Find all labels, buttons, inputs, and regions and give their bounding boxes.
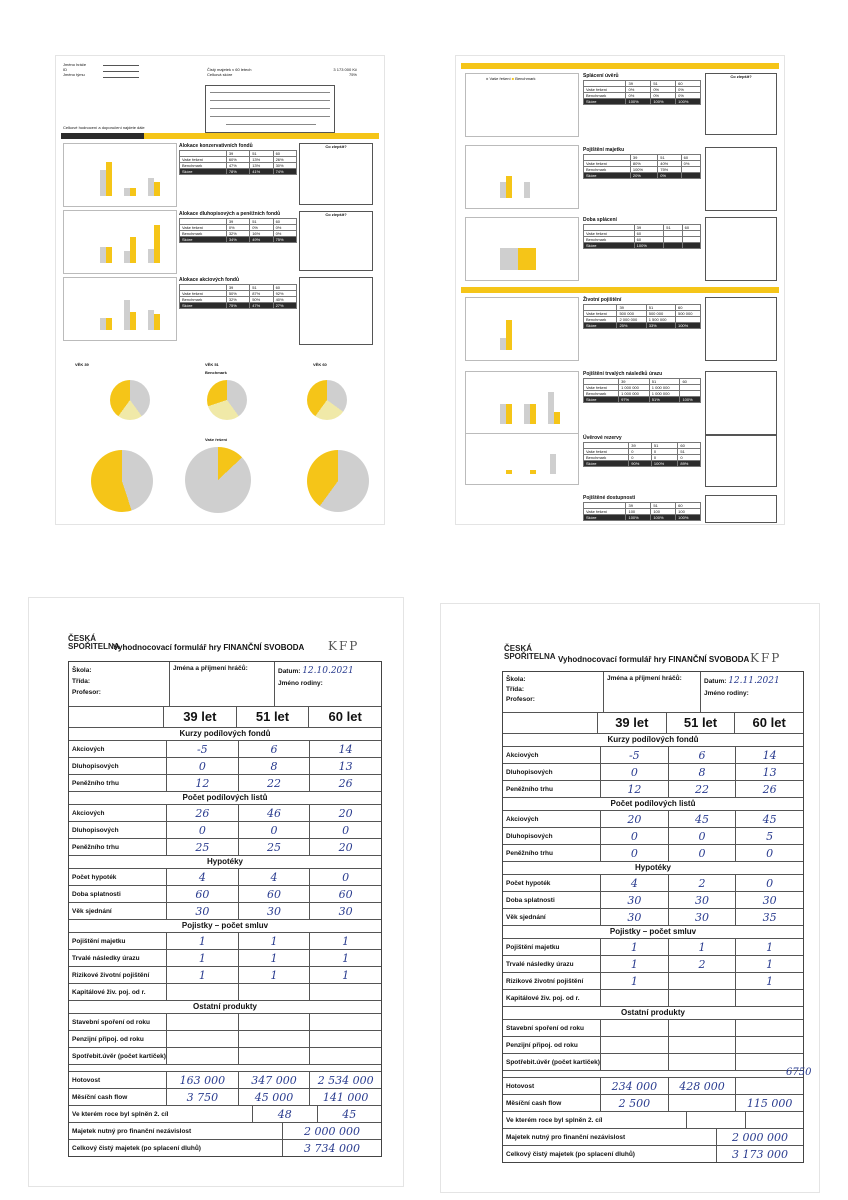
section-title-3: Alokace akciových fondů [179,277,240,283]
improve-box-2: Co zlepšit? [299,211,373,271]
r-improve-5 [705,371,777,435]
section-title-2: Alokace dluhopisových a peněžních fondů [179,211,281,217]
chart-panel-1 [63,143,177,207]
team-label: Jméno týmu [63,72,85,77]
pie-age-1: VĚK 39 [75,362,89,367]
r-table-6: 39 51 60 Vaše řešení 0 0 51 Benchmark 0 0 0 Skóre 90% 100% 89% [583,442,701,467]
margin-note: 6750 [786,1067,812,1078]
r-chart-6 [465,433,579,485]
chart-panel-2 [63,210,177,274]
r-table-1: 39 51 60 Vaše řešení 0% 0% 0% Benchmark 0% 0% 0% Skóre 100% 100% 100% [583,80,701,105]
pie-your-1 [91,450,153,512]
pies-title-your: Vaše řešení [205,437,228,442]
form-page-right [440,603,820,1193]
summary-box [205,85,335,133]
r-chart-4 [465,297,579,361]
r-table-2: 39 51 60 Vaše řešení 80% 40% 0% Benchmark 100% 75% Skóre 20% 0% [583,154,701,179]
kfp-mark-2: KFP [750,651,782,665]
r-section-5: Pojištění trvalých následků úrazu [583,371,663,377]
pie-age-2: VĚK 51 [205,362,219,367]
r-improve-3 [705,217,777,281]
form-title-2: Vyhodnocovací formulář hry FINANČNÍ SVOBODA [558,655,750,664]
r-section-6: Úvěrové rezervy [583,435,622,441]
section-title-1: Alokace konzervativních fondů [179,143,253,149]
report-summary: Čistý majetek v 60 letech 3 173 000 Kč Celková skóre 75% [207,67,357,77]
r-table-7: 39 51 60 Vaše řešení 100 100 100 Skóre 100% 100% 100% [583,502,701,521]
form-page-left [28,597,404,1187]
brand-logo: ČESKÁ SPOŘITELNA [68,634,120,651]
r-section-4: Životní pojištění [583,297,622,303]
r-table-5: 39 51 60 Vaše řešení 1 000 000 1 000 000 Benchmark 1 000 000 1 000 000 Skóre 97% 51% 100% [583,378,701,403]
notice-text: Celkové hodnocení a doporučení najdete dále [63,125,145,130]
chart-panel-3 [63,277,177,341]
r-chart-3 [465,217,579,281]
r-improve-7 [705,495,777,523]
r-table-4: 39 51 60 Vaše řešení 500 000 500 000 500 000 Benchmark 2 000 000 1 500 000 Skóre 25% 33% 100% [583,304,701,329]
form-table-right: Škola: Třída: Profesor: Jména a příjmení hráčů: Datum: 12.11.2021 Jméno rodiny: 39 let 51 let 60 let Kurzy podílových fondů Akciových -5 6 14 Dluhopisových 0 8 13 Peněžního trhu 12 22 26 Počet podílových listů Akciových 20 45 45 Dluhopisových 0 0 5 Peněžního trhu 0 0 0 Hypotéky Počet hypoték 4 2 0 Doba splatnosti 30 30 30 Věk sjednání 30 30 35 Pojistky – počet smluv Pojištění majetku 1 1 1 Trvalé následky úrazu 1 2 1 Rizikové životní pojištění 1 1 Kapitálové živ. poj. od r. Ostatní produkty Stavební spoření od roku Penzijní připoj. od roku Spotřebit.úvěr (počet kartiček) Hotovost 234 000 428 000 Měsíční cash flow 2 500 115 000 Ve kterém roce byl splněn 2. cíl Majetek nutný pro finanční nezávislost 2 000 000 Celkový čistý majetek (po splacení dluhů) 3 173 000 [502,671,804,1163]
kfp-mark: KFP [328,639,360,653]
r-section-1: Splácení úvěrů [583,73,619,79]
id-label: ID [63,67,67,72]
pie-bench-2 [207,380,247,420]
r-chart-1: ■ Vaše řešení ■ Benchmark [465,73,579,137]
r-section-2: Pojištění majetku [583,147,625,153]
pie-your-3 [307,450,369,512]
pie-bench-1 [110,380,150,420]
r-table-3: 39 51 60 Vaše řešení 60 Benchmark 60 Skóre 100% [583,224,701,249]
r-chart-5 [465,371,579,435]
score-table-1: 39 51 60 Vaše řešení 60% 13% 26% Benchmark 47% 13% 30% Skóre 78% 41% 74% [179,150,297,175]
r-improve-4 [705,297,777,361]
pies-title-bench: Benchmark [205,370,227,375]
pie-bench-3 [307,380,347,420]
pie-your-2 [185,447,251,513]
r-section-3: Doba splácení [583,217,617,223]
r-improve-2 [705,147,777,211]
form-title: Vyhodnocovací formulář hry FINANČNÍ SVOBODA [113,643,305,652]
score-table-3: 39 51 60 Vaše řešení 50% 87% 92% Benchmark 32% 50% 40% Skóre 75% 47% 27% [179,284,297,309]
score-table-2: 39 51 60 Vaše řešení 0% 0% 0% Benchmark 32% 16% 0% Skóre 34% 49% 75% [179,218,297,243]
report-page-right [455,55,785,525]
r-improve-6 [705,435,777,487]
section-header-bar [61,133,144,139]
brand-logo-2: ČESKÁ SPOŘITELNA [504,644,556,661]
improve-box-3 [299,277,373,345]
form-table-left: Škola: Třída: Profesor: Jména a příjmení hráčů: Datum: 12.10.2021 Jméno rodiny: 39 let 51 let 60 let Kurzy podílových fondů Akciových -5 6 14 Dluhopisových 0 8 13 Peněžního trhu 12 22 26 Počet podílových listů Akciových 26 46 20 Dluhopisových 0 0 0 Peněžního trhu 25 25 20 Hypotéky Počet hypoték 4 4 0 Doba splatnosti 60 60 60 Věk sjednání 30 30 30 Pojistky – počet smluv Pojištění majetku 1 1 1 Trvalé následky úrazu 1 1 1 Rizikové životní pojištění 1 1 1 Kapitálové živ. poj. od r. Ostatní produkty Stavební spoření od roku Penzijní připoj. od roku Spotřebit.úvěr (počet kartiček) Hotovost 163 000 347 000 2 534 000 Měsíční cash flow 3 750 45 000 141 000 Ve kterém roce byl splněn 2. cíl 48 45 Majetek nutný pro finanční nezávislost 2 000 000 Celkový čistý majetek (po splacení dluhů) 3 734 000 [68,661,382,1157]
r-chart-2 [465,145,579,209]
report-page-left [55,55,385,525]
improve-box-1: Co zlepšit? [299,143,373,205]
r-section-7: Pojištěné dostupnosti [583,495,636,501]
name-label: Jméno hráče [63,62,87,67]
pie-age-3: VĚK 60 [313,362,327,367]
r-improve-1: Co zlepšit? [705,73,777,135]
